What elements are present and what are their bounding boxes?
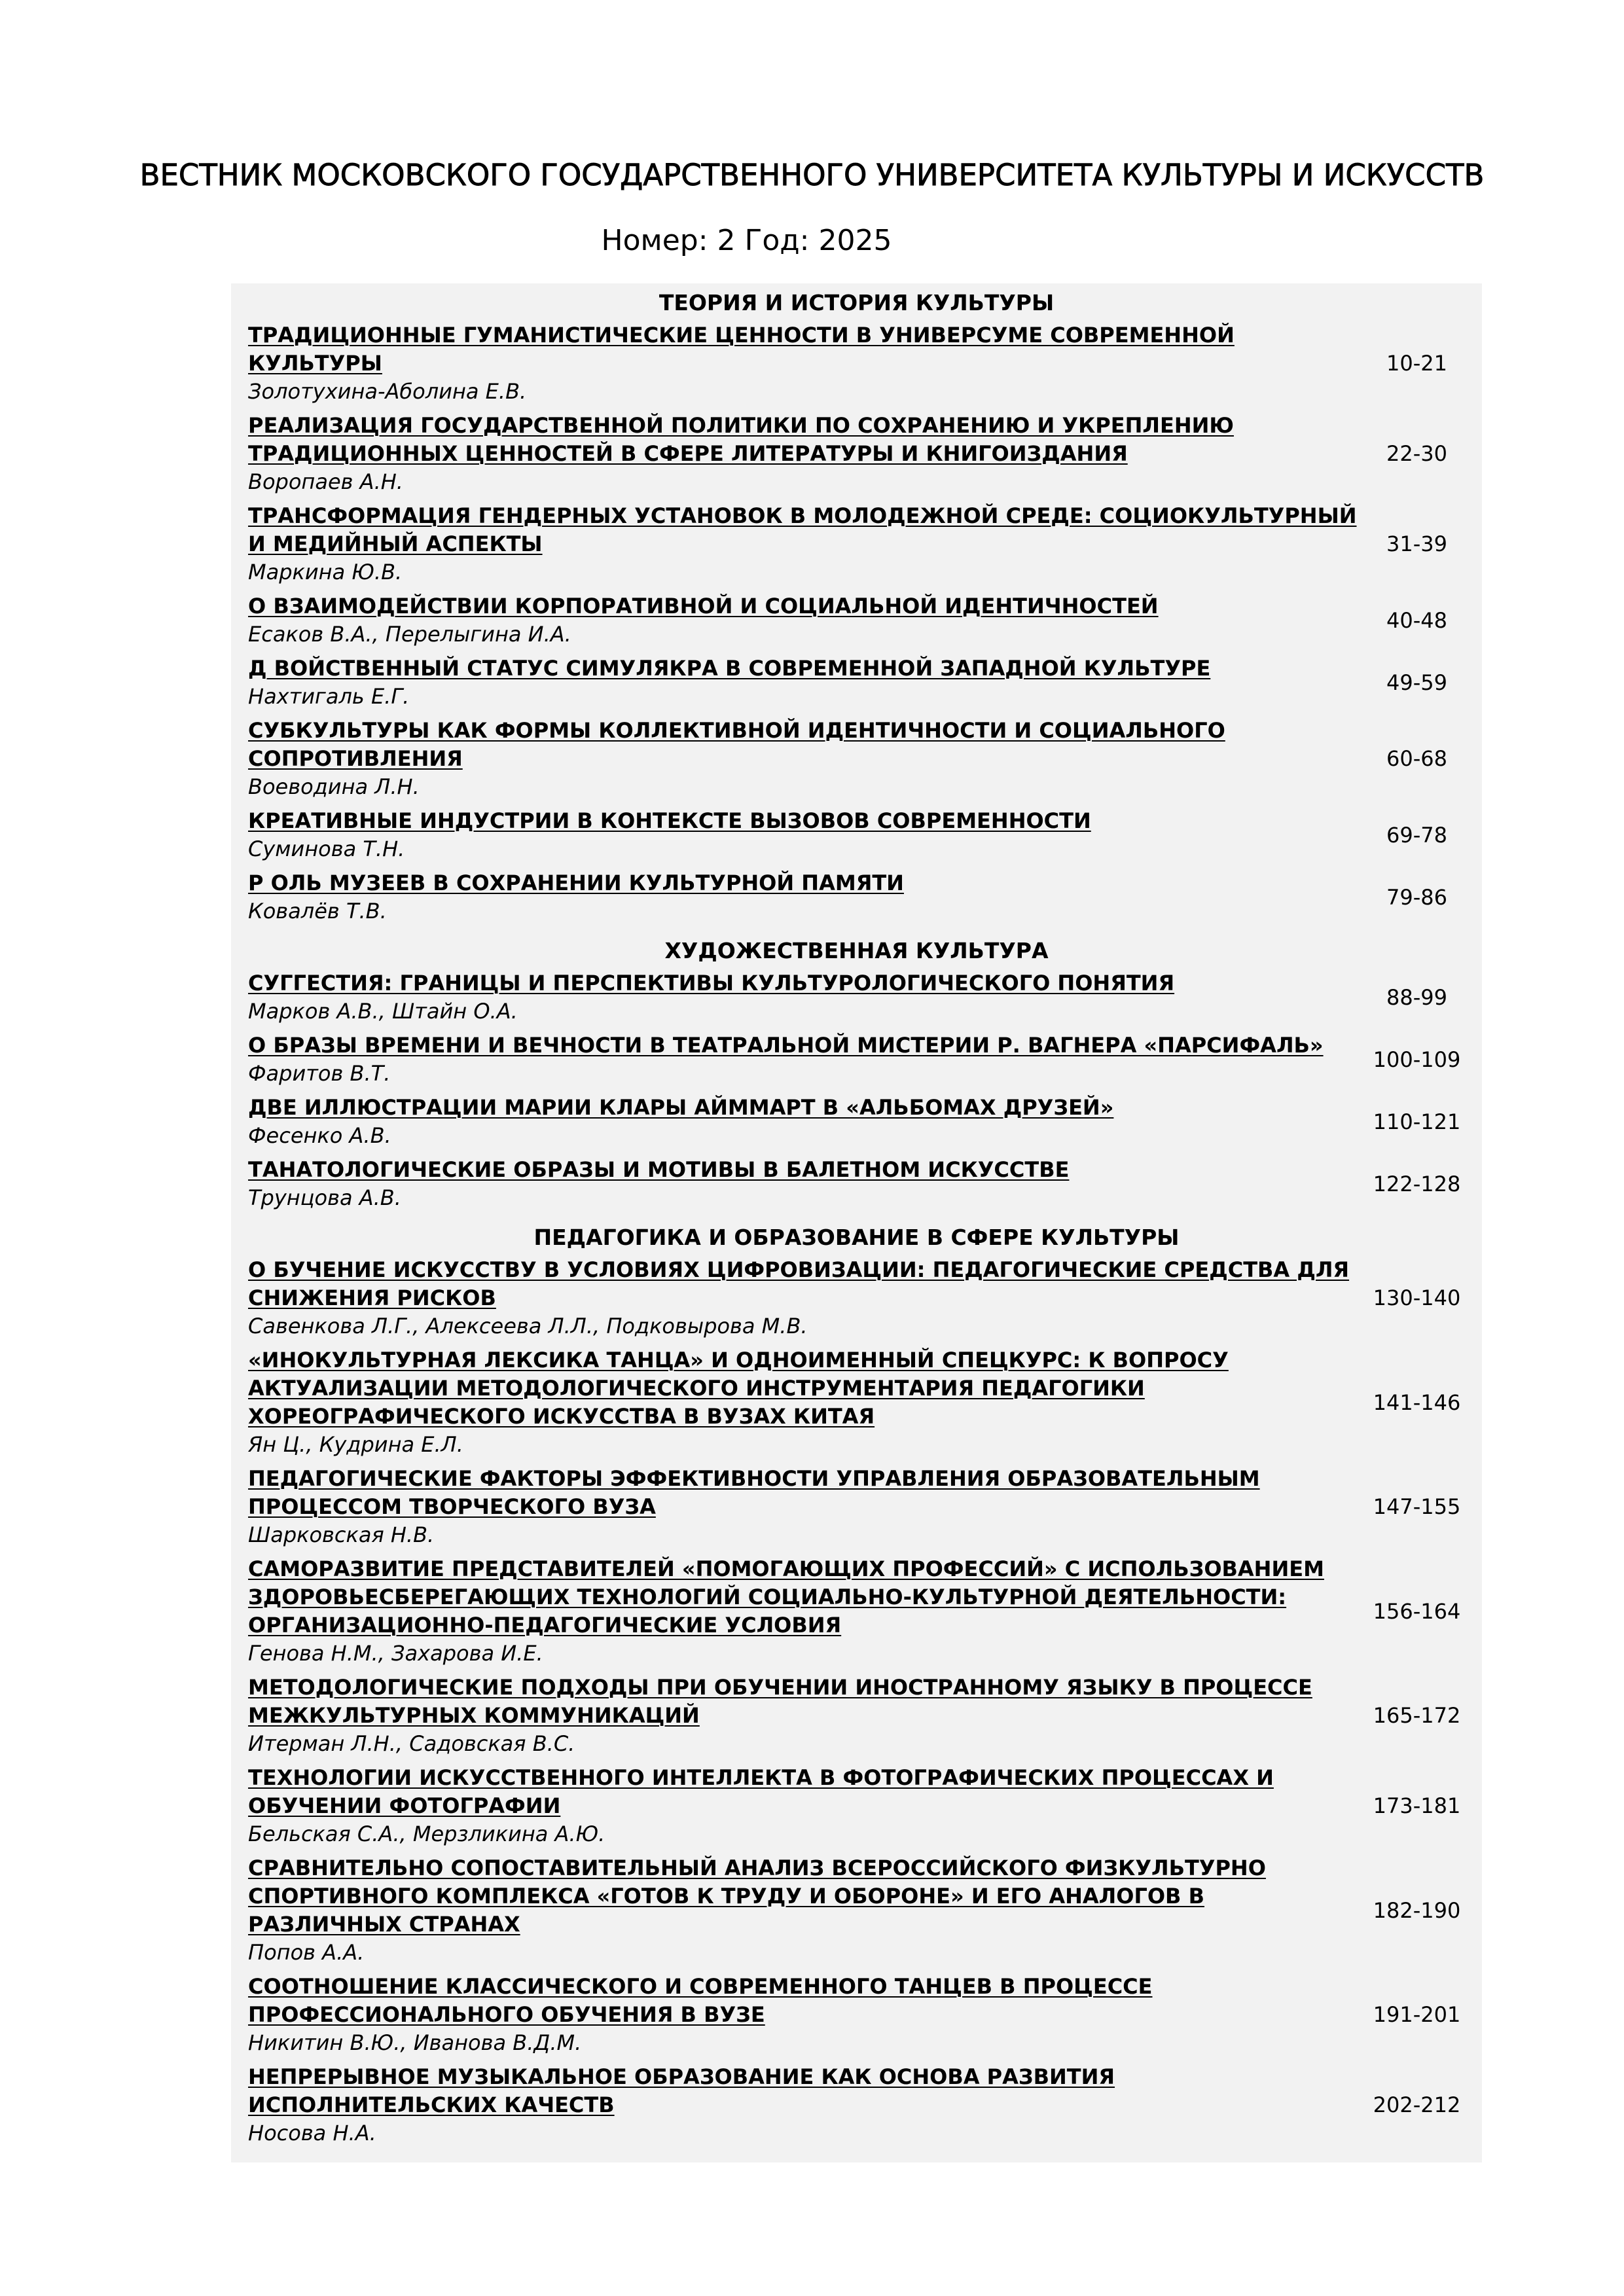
article-title-link[interactable]: СУГГЕСТИЯ: ГРАНИЦЫ И ПЕРСПЕКТИВЫ КУЛЬТУРОЛОГИЧЕСКОГО ПОНЯТИЯ — [248, 971, 1175, 996]
article-pages: 141-146 — [1373, 1390, 1461, 1415]
article-pages: 110-121 — [1373, 1109, 1461, 1134]
article-title-link[interactable]: ТАНАТОЛОГИЧЕСКИЕ ОБРАЗЫ И МОТИВЫ В БАЛЕТНОМ ИСКУССТВЕ — [248, 1157, 1070, 1182]
article-info — [231, 1031, 1361, 1087]
article-pages: 147-155 — [1373, 1494, 1461, 1519]
article-authors: Никитин В.Ю., Иванова В.Д.М. — [248, 2030, 582, 2055]
article-authors: Есаков В.А., Перелыгина И.А. — [248, 622, 571, 647]
article-info — [231, 1156, 1361, 1211]
article-authors: Трунцова А.В. — [248, 1185, 401, 1210]
article-title-link[interactable]: РЕАЛИЗАЦИЯ ГОСУДАРСТВЕННОЙ ПОЛИТИКИ ПО СОХРАНЕНИЮ И УКРЕПЛЕНИЮ ТРАДИЦИОННЫХ ЦЕННОСТЕЙ В СФЕРЕ ЛИТЕРАТУРЫ И КНИГОИЗДАНИЯ — [248, 413, 1234, 466]
article-pages: 165-172 — [1373, 1703, 1461, 1728]
article-entry — [231, 1973, 1482, 2056]
table-of-contents — [231, 283, 1482, 2162]
article-info — [231, 1465, 1361, 1549]
journal-title: ВЕСТНИК МОСКОВСКОГО ГОСУДАРСТВЕННОГО УНИВЕРСИТЕТА КУЛЬТУРЫ И ИСКУССТВ — [139, 158, 1485, 192]
article-entry — [231, 502, 1482, 586]
article-title-link[interactable]: О БРАЗЫ ВРЕМЕНИ И ВЕЧНОСТИ В ТЕАТРАЛЬНОЙ МИСТЕРИИ Р. ВАГНЕРА «ПАРСИФАЛЬ» — [248, 1033, 1324, 1058]
article-entry — [231, 1094, 1482, 1149]
article-authors: Суминова Т.Н. — [248, 836, 405, 861]
article-title-link[interactable]: О БУЧЕНИЕ ИСКУССТВУ В УСЛОВИЯХ ЦИФРОВИЗАЦИИ: ПЕДАГОГИЧЕСКИЕ СРЕДСТВА ДЛЯ СНИЖЕНИЯ РИСКОВ — [248, 1257, 1350, 1310]
article-authors: Бельская С.А., Мерзликина А.Ю. — [248, 1821, 605, 1846]
article-entry — [231, 1854, 1482, 1966]
article-title-link[interactable]: САМОРАЗВИТИЕ ПРЕДСТАВИТЕЛЕЙ «ПОМОГАЮЩИХ ПРОФЕССИЙ» С ИСПОЛЬЗОВАНИЕМ ЗДОРОВЬЕСБЕРЕГАЮЩИХ ТЕХНОЛОГИЙ СОЦИАЛЬНО-КУЛЬТУРНОЙ ДЕЯТЕЛЬНОСТИ: ОРГАНИЗАЦИОННО-ПЕДАГОГИЧЕСКИЕ УСЛОВИЯ — [248, 1556, 1324, 1638]
article-entry — [231, 655, 1482, 710]
article-info — [231, 869, 1361, 925]
article-authors: Фесенко А.В. — [248, 1123, 391, 1148]
article-title-link[interactable]: ТРАДИЦИОННЫЕ ГУМАНИСТИЧЕСКИЕ ЦЕННОСТИ В УНИВЕРСУМЕ СОВРЕМЕННОЙ КУЛЬТУРЫ — [248, 323, 1235, 376]
article-title-link[interactable]: ДВЕ ИЛЛЮСТРАЦИИ МАРИИ КЛАРЫ АЙММАРТ В «АЛЬБОМАХ ДРУЗЕЙ» — [248, 1095, 1114, 1120]
article-title-link[interactable]: НЕПРЕРЫВНОЕ МУЗЫКАЛЬНОЕ ОБРАЗОВАНИЕ КАК ОСНОВА РАЗВИТИЯ ИСПОЛНИТЕЛЬСКИХ КАЧЕСТВ — [248, 2064, 1115, 2117]
article-authors: Воеводина Л.Н. — [248, 774, 420, 799]
article-info — [231, 1973, 1361, 2056]
section-header: ПЕДАГОГИКА И ОБРАЗОВАНИЕ В СФЕРЕ КУЛЬТУРЫ — [533, 1225, 1180, 1250]
article-authors: Ян Ц., Кудрина Е.Л. — [248, 1432, 463, 1457]
article-pages: 40-48 — [1386, 607, 1447, 633]
article-entry — [231, 1031, 1482, 1087]
article-authors: Ковалёв Т.В. — [248, 899, 387, 924]
article-info — [231, 1764, 1361, 1848]
article-authors: Нахтигаль Е.Г. — [248, 684, 410, 709]
article-entry — [231, 2063, 1482, 2147]
article-authors: Генова Н.М., Захарова И.Е. — [248, 1641, 543, 1666]
article-info — [231, 807, 1361, 863]
article-entry — [231, 969, 1482, 1025]
article-info — [231, 1094, 1361, 1149]
article-info — [231, 592, 1361, 648]
article-info — [231, 1346, 1361, 1458]
article-authors: Марков А.В., Штайн О.А. — [248, 999, 518, 1024]
article-pages: 156-164 — [1373, 1598, 1461, 1624]
issue-line: Номер: 2 Год: 2025 — [601, 224, 892, 257]
article-title-link[interactable]: «ИНОКУЛЬТУРНАЯ ЛЕКСИКА ТАНЦА» И ОДНОИМЕННЫЙ СПЕЦКУРС: К ВОПРОСУ АКТУАЛИЗАЦИИ МЕТОДОЛОГИЧЕСКОГО ИНСТРУМЕНТАРИЯ ПЕДАГОГИКИ ХОРЕОГРАФИЧЕСКОГО ИСКУССТВА В ВУЗАХ КИТАЯ — [248, 1348, 1229, 1429]
section-header: ТЕОРИЯ И ИСТОРИЯ КУЛЬТУРЫ — [659, 290, 1055, 315]
article-authors: Итерман Л.Н., Садовская В.С. — [248, 1731, 575, 1756]
article-entry — [231, 412, 1482, 495]
article-info — [231, 1256, 1361, 1340]
article-title-link[interactable]: О ВЗАИМОДЕЙСТВИИ КОРПОРАТИВНОЙ И СОЦИАЛЬНОЙ ИДЕНТИЧНОСТЕЙ — [248, 594, 1159, 619]
article-info — [231, 321, 1361, 405]
toc-section — [231, 283, 1482, 925]
article-info — [231, 969, 1361, 1025]
article-title-link[interactable]: Р ОЛЬ МУЗЕЕВ В СОХРАНЕНИИ КУЛЬТУРНОЙ ПАМЯТИ — [248, 870, 904, 895]
article-entry — [231, 592, 1482, 648]
article-authors: Воропаев А.Н. — [248, 469, 403, 494]
article-pages: 22-30 — [1386, 441, 1447, 466]
article-info — [231, 1674, 1361, 1757]
article-title-link[interactable]: СООТНОШЕНИЕ КЛАССИЧЕСКОГО И СОВРЕМЕННОГО ТАНЦЕВ В ПРОЦЕССЕ ПРОФЕССИОНАЛЬНОГО ОБУЧЕНИЯ В ВУЗЕ — [248, 1974, 1153, 2027]
article-authors: Фаритов В.Т. — [248, 1061, 391, 1086]
article-title-link[interactable]: КРЕАТИВНЫЕ ИНДУСТРИИ В КОНТЕКСТЕ ВЫЗОВОВ СОВРЕМЕННОСТИ — [248, 808, 1091, 833]
article-entry — [231, 1674, 1482, 1757]
article-authors: Маркина Ю.В. — [248, 560, 403, 584]
article-entry — [231, 717, 1482, 800]
article-pages: 69-78 — [1386, 822, 1447, 848]
article-authors: Золотухина-Аболина Е.В. — [248, 379, 527, 404]
article-pages: 60-68 — [1386, 746, 1447, 771]
article-title-link[interactable]: СРАВНИТЕЛЬНО СОПОСТАВИТЕЛЬНЫЙ АНАЛИЗ ВСЕРОССИЙСКОГО ФИЗКУЛЬТУРНО СПОРТИВНОГО КОМПЛЕКСА «ГОТОВ К ТРУДУ И ОБОРОНЕ» И ЕГО АНАЛОГОВ В РАЗЛИЧНЫХ СТРАНАХ — [248, 1856, 1266, 1937]
article-entry — [231, 1256, 1482, 1340]
article-title-link[interactable]: Д ВОЙСТВЕННЫЙ СТАТУС СИМУЛЯКРА В СОВРЕМЕННОЙ ЗАПАДНОЙ КУЛЬТУРЕ — [248, 656, 1211, 681]
article-title-link[interactable]: ТРАНСФОРМАЦИЯ ГЕНДЕРНЫХ УСТАНОВОК В МОЛОДЕЖНОЙ СРЕДЕ: СОЦИОКУЛЬТУРНЫЙ И МЕДИЙНЫЙ АСПЕКТЫ — [248, 503, 1357, 556]
article-entry — [231, 807, 1482, 863]
article-title-link[interactable]: ПЕДАГОГИЧЕСКИЕ ФАКТОРЫ ЭФФЕКТИВНОСТИ УПРАВЛЕНИЯ ОБРАЗОВАТЕЛЬНЫМ ПРОЦЕССОМ ТВОРЧЕСКОГО ВУЗА — [248, 1466, 1260, 1519]
article-pages: 10-21 — [1386, 351, 1447, 376]
article-authors: Носова Н.А. — [248, 2121, 376, 2145]
article-entry — [231, 1346, 1482, 1458]
article-entry — [231, 1764, 1482, 1848]
article-authors: Савенкова Л.Г., Алексеева Л.Л., Подковырова М.В. — [248, 1314, 808, 1338]
article-title-link[interactable]: МЕТОДОЛОГИЧЕСКИЕ ПОДХОДЫ ПРИ ОБУЧЕНИИ ИНОСТРАННОМУ ЯЗЫКУ В ПРОЦЕССЕ МЕЖКУЛЬТУРНЫХ КОММУНИКАЦИЙ — [248, 1675, 1312, 1728]
article-entry — [231, 1156, 1482, 1211]
article-entry — [231, 869, 1482, 925]
article-pages: 31-39 — [1386, 531, 1447, 556]
section-header: ХУДОЖЕСТВЕННАЯ КУЛЬТУРА — [664, 938, 1049, 963]
article-info — [231, 502, 1361, 586]
article-entry — [231, 1555, 1482, 1667]
article-info — [231, 1555, 1361, 1667]
article-title-link[interactable]: ТЕХНОЛОГИИ ИСКУССТВЕННОГО ИНТЕЛЛЕКТА В ФОТОГРАФИЧЕСКИХ ПРОЦЕССАХ И ОБУЧЕНИИ ФОТОГРАФИИ — [248, 1765, 1274, 1818]
article-pages: 182-190 — [1373, 1897, 1461, 1923]
article-info — [231, 412, 1361, 495]
toc-section — [231, 1218, 1482, 2147]
article-info — [231, 717, 1361, 800]
article-pages: 79-86 — [1386, 884, 1447, 910]
article-info — [231, 2063, 1361, 2147]
article-pages: 88-99 — [1386, 984, 1447, 1010]
article-pages: 202-212 — [1373, 2092, 1461, 2117]
article-pages: 100-109 — [1373, 1047, 1461, 1072]
article-info — [231, 1854, 1361, 1966]
article-pages: 122-128 — [1373, 1171, 1461, 1196]
article-info — [231, 655, 1361, 710]
article-pages: 173-181 — [1373, 1793, 1461, 1818]
article-pages: 130-140 — [1373, 1285, 1461, 1310]
article-authors: Шарковская Н.В. — [248, 1522, 435, 1547]
article-title-link[interactable]: СУБКУЛЬТУРЫ КАК ФОРМЫ КОЛЛЕКТИВНОЙ ИДЕНТИЧНОСТИ И СОЦИАЛЬНОГО СОПРОТИВЛЕНИЯ — [248, 718, 1225, 771]
article-entry — [231, 321, 1482, 405]
article-authors: Попов А.А. — [248, 1940, 365, 1965]
article-pages: 191-201 — [1373, 2002, 1461, 2027]
article-pages: 49-59 — [1386, 670, 1447, 695]
article-entry — [231, 1465, 1482, 1549]
toc-section — [231, 931, 1482, 1211]
